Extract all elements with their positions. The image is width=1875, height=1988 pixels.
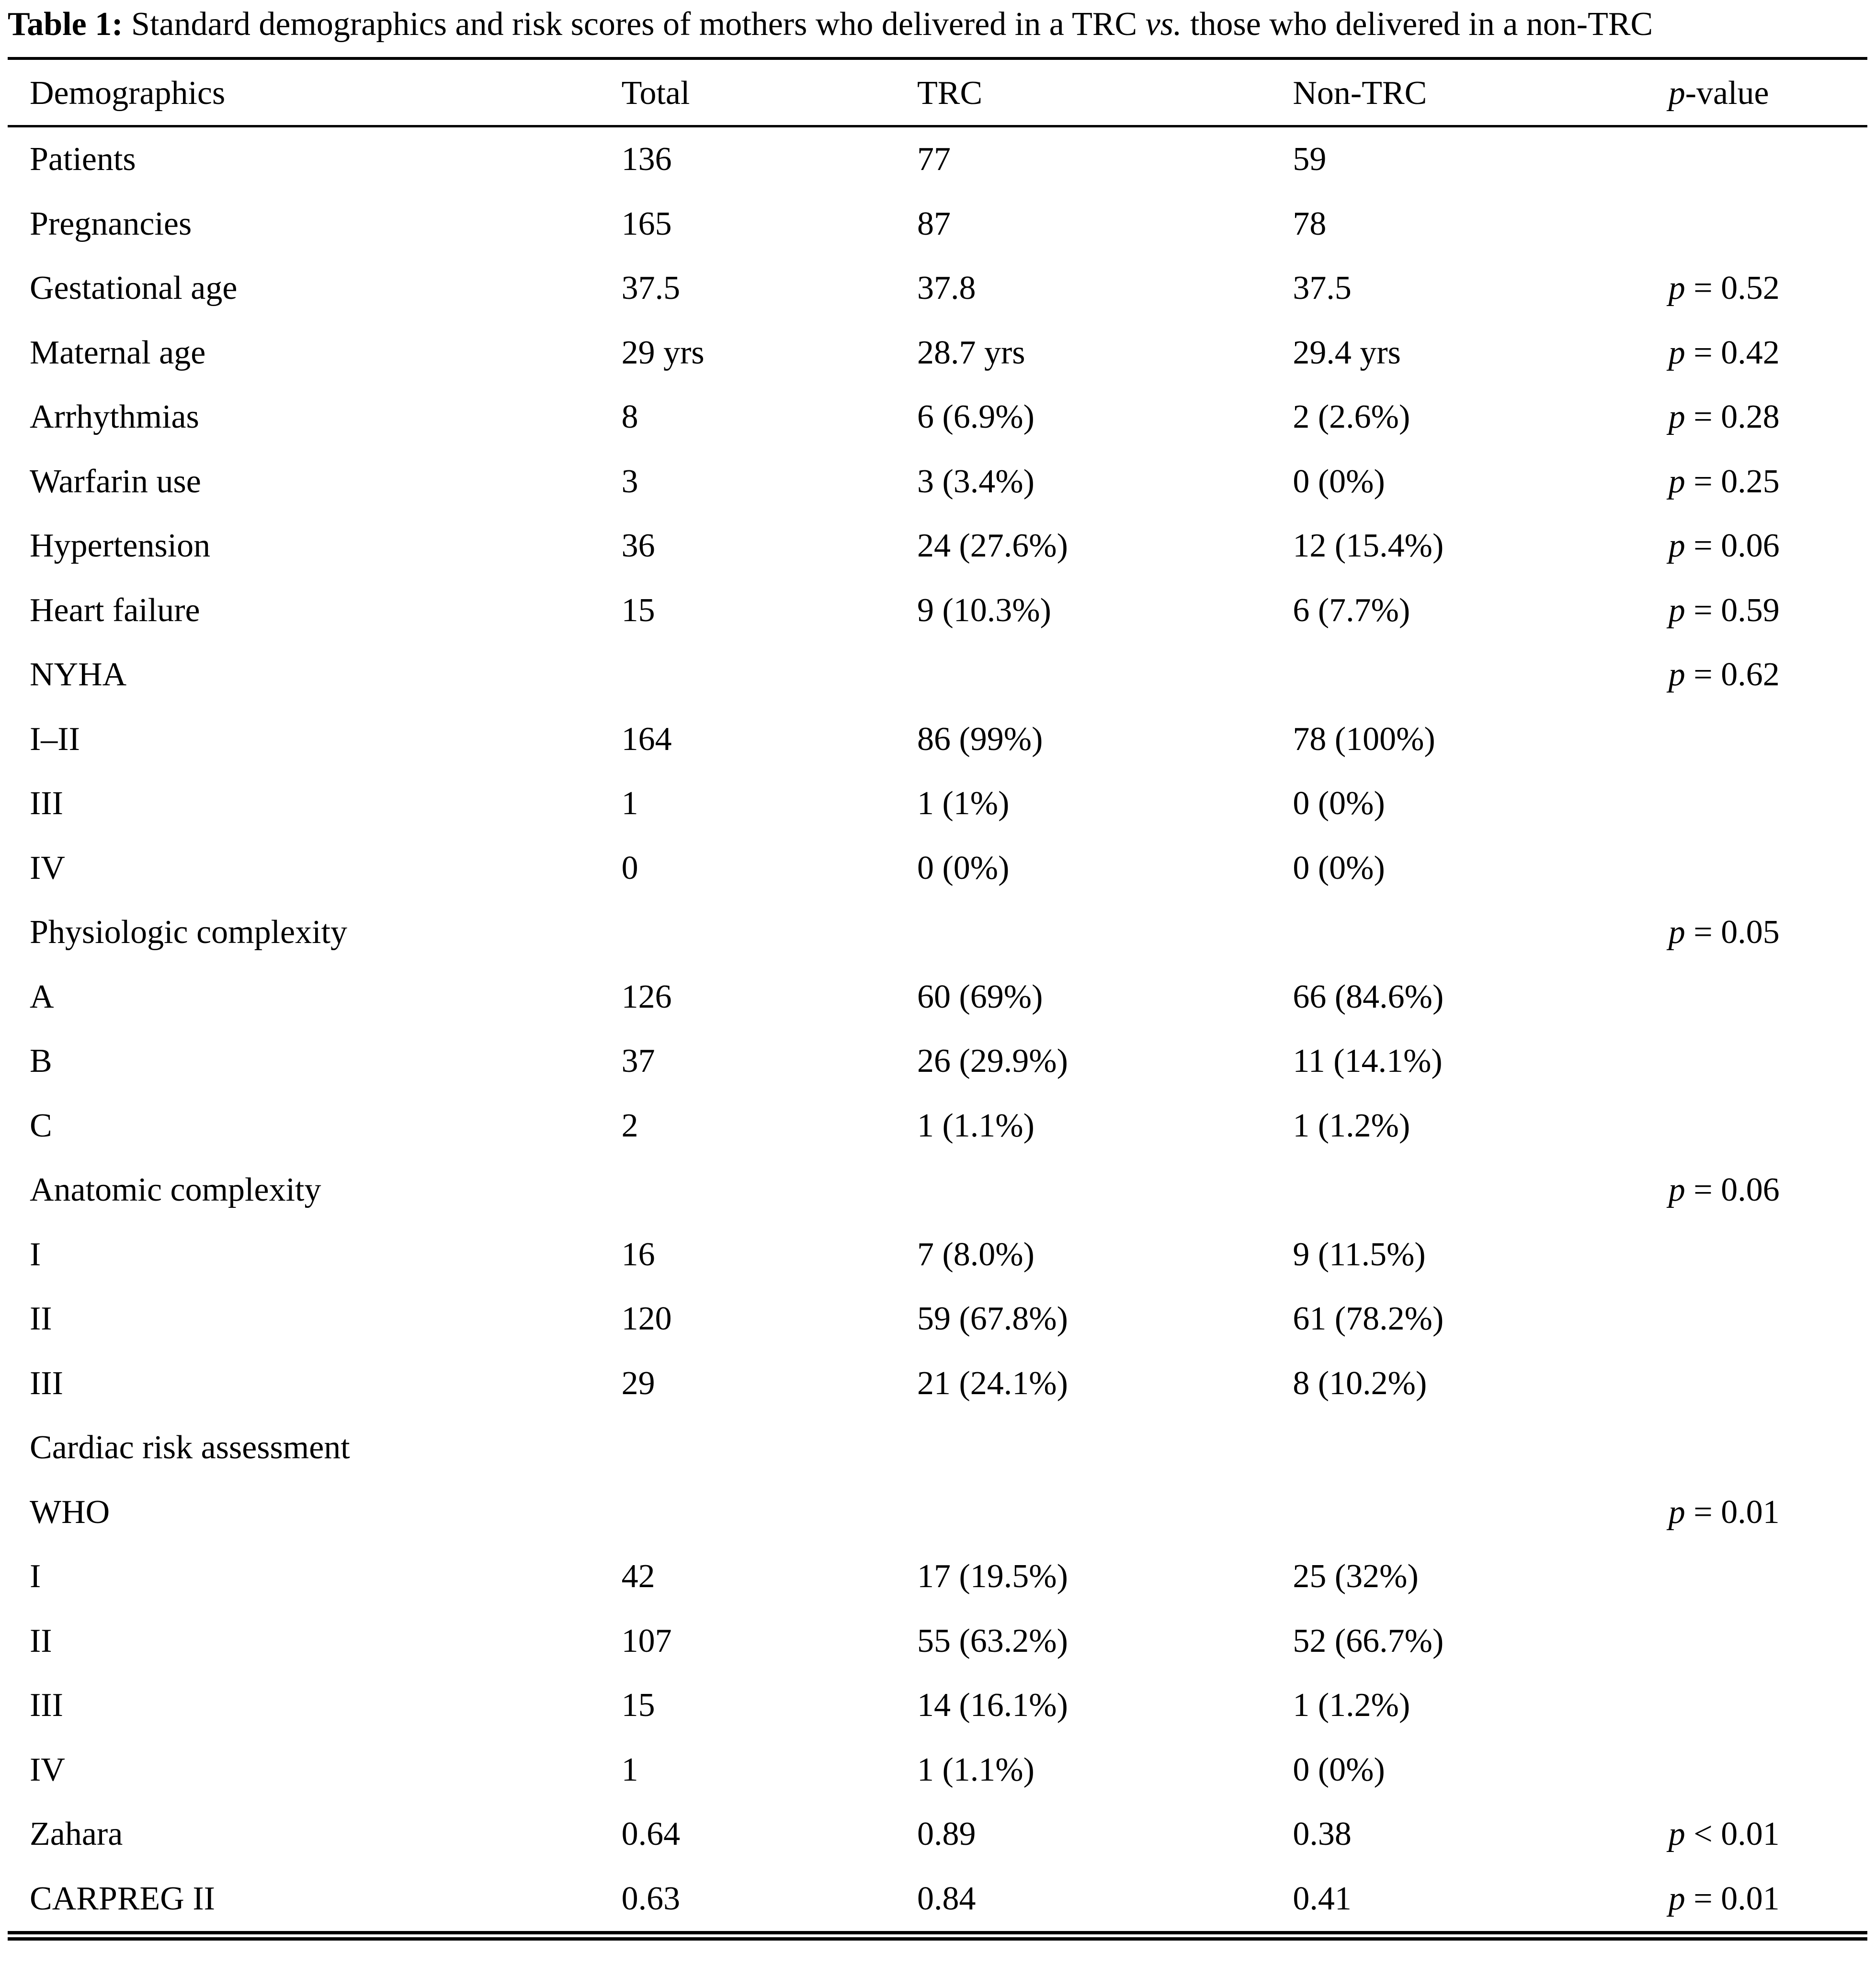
value-cell: p = 0.62 xyxy=(1668,656,1780,693)
column-header-demographics: Demographics xyxy=(30,74,226,112)
row-label-cell: Heart failure xyxy=(30,591,200,629)
row-label-cell: IV xyxy=(30,1751,65,1788)
value-cell: 8 xyxy=(621,398,638,436)
value-cell: 37.5 xyxy=(621,270,681,307)
value-cell xyxy=(1665,1029,1867,1094)
value-cell: 26 (29.9%) xyxy=(917,1043,1068,1080)
table-header xyxy=(8,58,1867,126)
value-cell: 6 (7.7%) xyxy=(1293,591,1410,629)
italic-p: p xyxy=(1668,463,1685,500)
value-cell: 1 (1.2%) xyxy=(1293,1687,1410,1724)
value-cell: 16 xyxy=(621,1236,655,1273)
value-cell: 6 (6.9%) xyxy=(917,398,1034,436)
value-cell xyxy=(1665,1545,1867,1609)
value-cell xyxy=(913,1480,1289,1545)
value-cell: 60 (69%) xyxy=(917,978,1043,1015)
value-cell: 14 (16.1%) xyxy=(917,1687,1068,1724)
row-label-cell: Cardiac risk assessment xyxy=(30,1429,350,1466)
italic-p: p xyxy=(1668,1171,1685,1209)
table-row xyxy=(8,579,1867,643)
value-cell: 0 (0%) xyxy=(1293,785,1385,822)
value-cell: 164 xyxy=(621,720,672,758)
row-label-cell: III xyxy=(30,1364,63,1402)
value-cell: 15 xyxy=(621,1687,655,1724)
italic-p: p xyxy=(1668,1880,1685,1917)
value-cell: 37.8 xyxy=(917,270,976,307)
value-cell: 17 (19.5%) xyxy=(917,1558,1068,1595)
value-cell: 1 (1.2%) xyxy=(1293,1107,1410,1144)
value-cell xyxy=(1665,1673,1867,1738)
italic-p: p xyxy=(1668,334,1685,371)
value-cell: 24 (27.6%) xyxy=(917,527,1068,565)
value-cell xyxy=(1289,1416,1664,1480)
value-cell: 37 xyxy=(621,1043,655,1080)
row-label-cell: I–II xyxy=(30,720,80,758)
value-cell: 136 xyxy=(621,141,672,178)
table-row xyxy=(8,1480,1867,1545)
value-cell: 107 xyxy=(621,1622,672,1659)
value-cell xyxy=(1665,772,1867,836)
table-row xyxy=(8,1867,1867,1936)
italic-p: p xyxy=(1668,914,1685,951)
row-label-cell: WHO xyxy=(30,1493,110,1531)
value-cell: 59 (67.8%) xyxy=(917,1300,1068,1338)
value-cell xyxy=(1289,900,1664,965)
value-cell xyxy=(1665,1094,1867,1159)
table-row xyxy=(8,321,1867,386)
value-cell xyxy=(1665,965,1867,1030)
value-cell: 0 (0%) xyxy=(1293,849,1385,886)
value-cell: 7 (8.0%) xyxy=(917,1236,1034,1273)
table-row xyxy=(8,1416,1867,1480)
value-cell: 0 (0%) xyxy=(917,849,1010,886)
column-header-non-trc: Non-TRC xyxy=(1293,74,1427,112)
table-row xyxy=(8,1158,1867,1223)
italic-p: p xyxy=(1668,398,1685,436)
table-row xyxy=(8,514,1867,579)
row-label-cell: Zahara xyxy=(30,1816,123,1853)
table-row xyxy=(8,707,1867,772)
value-cell: p = 0.05 xyxy=(1668,914,1780,951)
table-row xyxy=(8,1287,1867,1352)
row-label-cell: Patients xyxy=(30,141,136,178)
value-cell xyxy=(618,643,913,707)
value-cell: 3 (3.4%) xyxy=(917,463,1034,500)
value-cell: p = 0.25 xyxy=(1668,463,1780,500)
value-cell: 0 xyxy=(621,849,638,886)
column-header-total: Total xyxy=(621,74,690,112)
value-cell xyxy=(618,1480,913,1545)
value-cell: 165 xyxy=(621,205,672,242)
column-header-p-value: p-value xyxy=(1668,74,1769,112)
value-cell: 87 xyxy=(917,205,951,242)
row-label-cell: CARPREG II xyxy=(30,1880,215,1917)
value-cell: 28.7 yrs xyxy=(917,334,1025,371)
italic-p: p xyxy=(1668,527,1685,565)
value-cell: p = 0.01 xyxy=(1668,1493,1780,1531)
table-row xyxy=(8,126,1867,192)
value-cell xyxy=(1665,1416,1867,1480)
value-cell xyxy=(618,900,913,965)
value-cell: p = 0.06 xyxy=(1668,527,1780,565)
table-header-row xyxy=(8,58,1867,126)
table-row xyxy=(8,385,1867,450)
italic-p: p xyxy=(1668,591,1685,629)
italic-p: p xyxy=(1668,74,1685,112)
row-label-cell: B xyxy=(30,1043,52,1080)
table-row xyxy=(8,1609,1867,1674)
value-cell xyxy=(1665,836,1867,901)
value-cell: 0 (0%) xyxy=(1293,1751,1385,1788)
value-cell: p = 0.28 xyxy=(1668,398,1780,436)
value-cell: p = 0.06 xyxy=(1668,1171,1780,1209)
value-cell: 0.89 xyxy=(917,1816,976,1853)
value-cell xyxy=(913,643,1289,707)
value-cell: 86 (99%) xyxy=(917,720,1043,758)
row-label-cell: Gestational age xyxy=(30,270,238,307)
row-label-cell: I xyxy=(30,1558,41,1595)
table-row xyxy=(8,1223,1867,1287)
table-row xyxy=(8,965,1867,1030)
table-row xyxy=(8,900,1867,965)
value-cell: 1 (1.1%) xyxy=(917,1107,1034,1144)
row-label-cell: Arrhythmias xyxy=(30,398,199,436)
row-label-cell: III xyxy=(30,1687,63,1724)
value-cell: 29 yrs xyxy=(621,334,705,371)
value-cell: 9 (11.5%) xyxy=(1293,1236,1426,1273)
italic-p: p xyxy=(1668,656,1685,693)
value-cell: p = 0.01 xyxy=(1668,1880,1780,1917)
table-caption-vs: vs. xyxy=(1145,6,1182,43)
table-body xyxy=(8,126,1867,1936)
table-caption xyxy=(8,5,1867,45)
value-cell: 25 (32%) xyxy=(1293,1558,1419,1595)
row-label-cell: II xyxy=(30,1300,52,1338)
value-cell: 15 xyxy=(621,591,655,629)
table-row xyxy=(8,1029,1867,1094)
table-row xyxy=(8,1738,1867,1803)
value-cell: 1 xyxy=(621,1751,638,1788)
table-row xyxy=(8,772,1867,836)
value-cell: 0.41 xyxy=(1293,1880,1352,1917)
row-label-cell: Pregnancies xyxy=(30,205,192,242)
value-cell: 29 xyxy=(621,1364,655,1402)
value-cell: 77 xyxy=(917,141,951,178)
value-cell: 59 xyxy=(1293,141,1327,178)
value-cell xyxy=(1665,1352,1867,1416)
value-cell: p < 0.01 xyxy=(1668,1816,1780,1853)
value-cell: 78 (100%) xyxy=(1293,720,1435,758)
table-row xyxy=(8,256,1867,321)
table-row xyxy=(8,836,1867,901)
table-caption-text-before-vs: Standard demographics and risk scores of mothers who delivered in a TRC xyxy=(131,6,1137,43)
value-cell xyxy=(913,1416,1289,1480)
table-caption-label: Table 1: xyxy=(8,6,123,43)
table-caption-text-after-vs: those who delivered in a non-TRC xyxy=(1190,6,1653,43)
value-cell xyxy=(618,1158,913,1223)
row-label-cell: Hypertension xyxy=(30,527,211,565)
table-row xyxy=(8,1094,1867,1159)
value-cell xyxy=(1665,1287,1867,1352)
value-cell xyxy=(1289,1158,1664,1223)
table-row xyxy=(8,1673,1867,1738)
value-cell: p = 0.59 xyxy=(1668,591,1780,629)
value-cell: 0.38 xyxy=(1293,1816,1352,1853)
row-label-cell: III xyxy=(30,785,63,822)
value-cell: 0 (0%) xyxy=(1293,463,1385,500)
row-label-cell: A xyxy=(30,978,54,1015)
value-cell: 3 xyxy=(621,463,638,500)
value-cell: p = 0.42 xyxy=(1668,334,1780,371)
row-label-cell: Warfarin use xyxy=(30,463,201,500)
row-label-cell: IV xyxy=(30,849,65,886)
value-cell xyxy=(1289,1480,1664,1545)
italic-p: p xyxy=(1668,1816,1685,1853)
row-label-cell: I xyxy=(30,1236,41,1273)
value-cell: 66 (84.6%) xyxy=(1293,978,1444,1015)
value-cell: 12 (15.4%) xyxy=(1293,527,1444,565)
value-cell xyxy=(1665,1223,1867,1287)
value-cell: 52 (66.7%) xyxy=(1293,1622,1444,1659)
value-cell: 1 (1%) xyxy=(917,785,1010,822)
table-row xyxy=(8,1352,1867,1416)
value-cell xyxy=(618,1416,913,1480)
row-label-cell: Physiologic complexity xyxy=(30,914,348,951)
value-cell xyxy=(1665,192,1867,257)
value-cell: 120 xyxy=(621,1300,672,1338)
italic-p: p xyxy=(1668,270,1685,307)
value-cell: 55 (63.2%) xyxy=(917,1622,1068,1659)
row-label-cell: Maternal age xyxy=(30,334,206,371)
row-label-cell: II xyxy=(30,1622,52,1659)
demographics-table xyxy=(8,57,1867,1941)
value-cell: 2 (2.6%) xyxy=(1293,398,1410,436)
value-cell: 78 xyxy=(1293,205,1327,242)
value-cell xyxy=(1289,643,1664,707)
value-cell: 21 (24.1%) xyxy=(917,1364,1068,1402)
table-row xyxy=(8,643,1867,707)
value-cell: 0.84 xyxy=(917,1880,976,1917)
value-cell: p = 0.52 xyxy=(1668,270,1780,307)
value-cell: 0.64 xyxy=(621,1816,681,1853)
table-row xyxy=(8,450,1867,514)
italic-p: p xyxy=(1668,1493,1685,1531)
table-row xyxy=(8,1545,1867,1609)
value-cell: 9 (10.3%) xyxy=(917,591,1051,629)
value-cell xyxy=(1665,126,1867,192)
value-cell: 2 xyxy=(621,1107,638,1144)
value-cell: 61 (78.2%) xyxy=(1293,1300,1444,1338)
value-cell xyxy=(913,1158,1289,1223)
value-cell xyxy=(1665,1609,1867,1674)
row-label-cell: NYHA xyxy=(30,656,127,693)
value-cell xyxy=(913,900,1289,965)
table-row xyxy=(8,1802,1867,1867)
value-cell: 29.4 yrs xyxy=(1293,334,1401,371)
value-cell: 1 (1.1%) xyxy=(917,1751,1034,1788)
row-label-cell: Anatomic complexity xyxy=(30,1171,321,1209)
column-header-trc: TRC xyxy=(917,74,983,112)
value-cell: 37.5 xyxy=(1293,270,1352,307)
value-cell: 1 xyxy=(621,785,638,822)
value-cell: 42 xyxy=(621,1558,655,1595)
value-cell: 126 xyxy=(621,978,672,1015)
value-cell: 8 (10.2%) xyxy=(1293,1364,1427,1402)
value-cell xyxy=(1665,1738,1867,1803)
value-cell: 0.63 xyxy=(621,1880,681,1917)
value-cell: 36 xyxy=(621,527,655,565)
value-cell: 11 (14.1%) xyxy=(1293,1043,1443,1080)
row-label-cell: C xyxy=(30,1107,52,1144)
table-row xyxy=(8,192,1867,257)
value-cell xyxy=(1665,707,1867,772)
